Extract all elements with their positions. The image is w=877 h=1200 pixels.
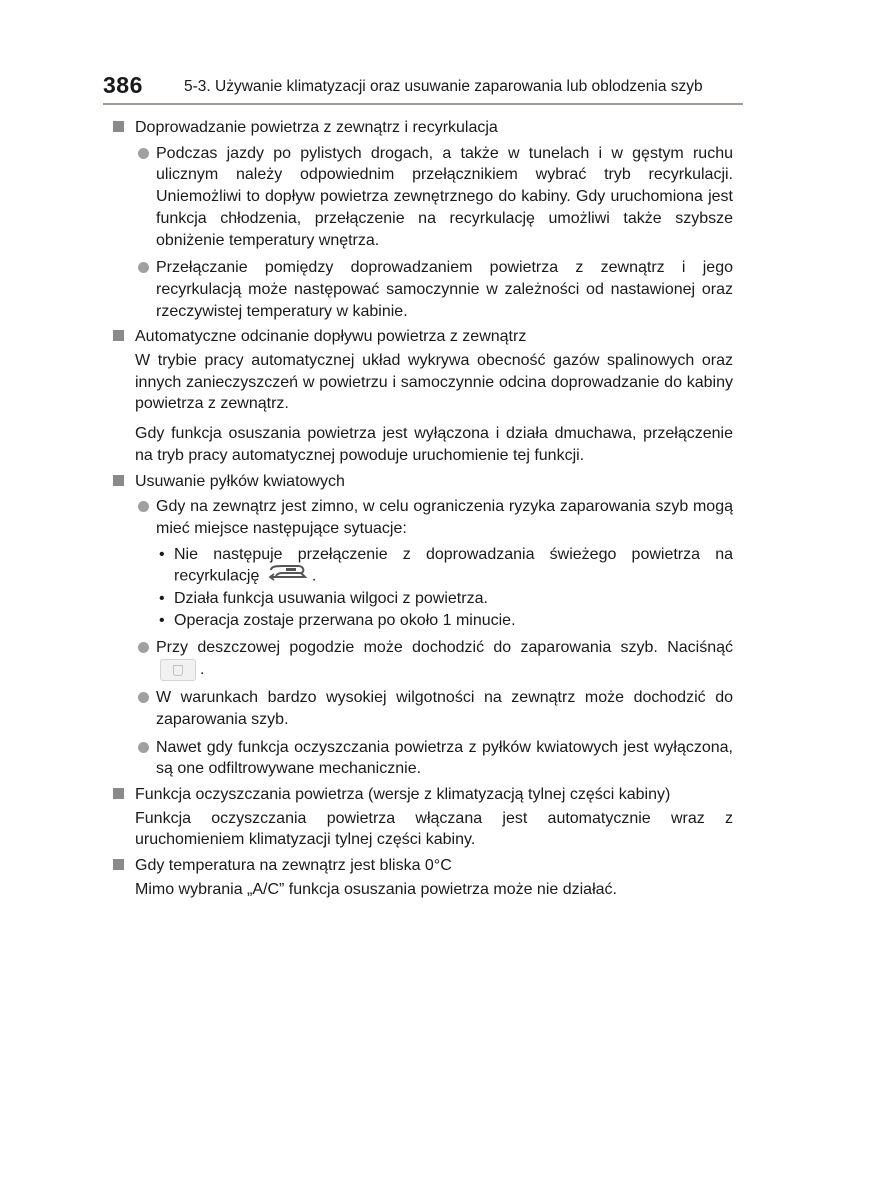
bullet-item: Przy deszczowej pogodzie może dochodzić do zaparowania szyb. Naciśnąć . (156, 637, 733, 681)
bullet-item: Przełączanie pomiędzy doprowadzaniem powietrza z zewnątrz i jego recyrkulacją może następować samoczynnie w zależności od nastawionej oraz rzeczywistej temperatury w kabinie. (156, 257, 733, 322)
pollen-button-icon (160, 659, 196, 681)
paragraph: Funkcja oczyszczania powietrza włączana jest automatycznie wraz z uruchomieniem klimatyzacji tylnej części kabiny. (135, 809, 733, 849)
round-bullet-icon (138, 692, 149, 703)
section-heading-air-purification: Funkcja oczyszczania powietrza (wersje z klimatyzacją tylnej części kabiny) (113, 784, 733, 806)
paragraph: Gdy funkcja osuszania powietrza jest wyłączona i działa dmuchawa, przełączenie na tryb pracy automatycznej powoduje uruchomienie tej funkcji. (135, 425, 733, 464)
paragraph: Mimo wybrania „A/C” funkcja osuszania powietrza może nie działać. (135, 880, 617, 898)
section-heading-air-intake: Doprowadzanie powietrza z zewnątrz i recyrkulacja (113, 117, 733, 139)
header-divider (103, 103, 743, 105)
sub-list (156, 544, 733, 632)
sub-list-item: • Działa funkcja usuwania wilgoci z powietrza. (159, 590, 488, 608)
section-heading-low-temperature: Gdy temperatura na zewnątrz jest bliska 0°C (113, 855, 733, 877)
square-bullet-icon (113, 475, 124, 486)
sub-list-item: • Nie następuje przełączenie z doprowadzania świeżego powietrza na recyrkulację . (156, 544, 733, 588)
recirculation-icon (268, 565, 308, 588)
paragraph: W trybie pracy automatycznej układ wykrywa obecność gazów spalinowych oraz innych zanieczyszczeń w powietrzu i samoczynnie odcina doprowadzanie do kabiny powietrza z zewnątrz. (135, 352, 733, 413)
square-bullet-icon (113, 330, 124, 341)
section-heading-auto-cutoff: Automatyczne odcinanie dopływu powietrza z zewnątrz (113, 326, 733, 348)
bullet-item: Gdy na zewnątrz jest zimno, w celu ograniczenia ryzyka zaparowania szyb mogą mieć miejsce następujące sytuacje: • Nie następuje przełączenie z doprowadzania świeżego powietrza na recyrkulację . • Działa funkcja usuwania wilgoci z powietrza. • Operacja zostaje przerwana po około 1 minucie. (156, 496, 733, 631)
bullet-item: Podczas jazdy po pylistych drogach, a także w tunelach i w gęstym ruchu ulicznym należy odpowiednim przełącznikiem wybrać tryb recyrkulacji. Uniemożliwi to dopływ powietrza zewnętrznego do kabiny. Gdy uruchomiona jest funkcja chłodzenia, przełączenie na recyrkulację umożliwi także szybsze obniżenie temperatury wnętrza. (156, 143, 733, 252)
round-bullet-icon (138, 262, 149, 273)
section-heading-pollen-removal: Usuwanie pyłków kwiatowych (113, 471, 733, 493)
page-content (113, 117, 733, 901)
round-bullet-icon (138, 148, 149, 159)
round-bullet-icon (138, 642, 149, 653)
bullet-item: Nawet gdy funkcja oczyszczania powietrza z pyłków kwiatowych jest wyłączona, są one odfiltrowywane mechanicznie. (156, 737, 733, 780)
round-bullet-icon (138, 501, 149, 512)
square-bullet-icon (113, 788, 124, 799)
sub-list-item: • Operacja zostaje przerwana po około 1 minucie. (159, 611, 516, 629)
page-number: 386 (103, 72, 143, 98)
bullet-item: W warunkach bardzo wysokiej wilgotności na zewnątrz może dochodzić do zaparowania szyb. (156, 687, 733, 730)
square-bullet-icon (113, 859, 124, 870)
square-bullet-icon (113, 121, 124, 132)
round-bullet-icon (138, 742, 149, 753)
chapter-header: 5-3. Używanie klimatyzacji oraz usuwanie zaparowania lub oblodzenia szyb (184, 78, 703, 95)
